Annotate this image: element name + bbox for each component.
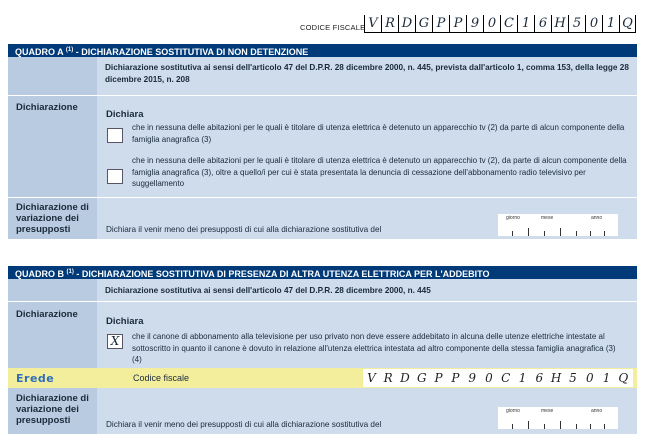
erede-codice-fiscale-field[interactable] (363, 369, 633, 387)
quadro-a-variazione-label: Dichiarazione di variazione dei presupposti (16, 202, 89, 235)
erede-cf-char: G (416, 371, 427, 385)
quadro-b-subtitle: - DICHIARAZIONE SOSTITUTIVA DI PRESENZA DI ALTRA UTENZA ELETTRICA PER L'ADDEBITO (73, 269, 490, 279)
erede-cf-char: 1 (602, 371, 611, 385)
erede-cf-char: H (550, 371, 562, 385)
erede-cf-char: Q (618, 371, 629, 385)
quadro-a-option1-checkbox[interactable] (107, 128, 123, 143)
quadro-a-dichiara-title: Dichiara (106, 109, 144, 120)
date-ticks (498, 230, 618, 236)
erede-cf-char: 6 (535, 371, 544, 385)
quadro-b-variazione-text: Dichiara il venir meno dei presupposti di cui alla dichiarazione sostitutiva del (106, 420, 382, 429)
codice-fiscale-field[interactable] (364, 14, 636, 33)
cf-char: 0 (483, 15, 500, 33)
erede-cf-char: C (501, 371, 511, 385)
codice-fiscale-header (300, 12, 640, 34)
cf-char: D (398, 15, 415, 33)
quadro-a-date-field[interactable] (498, 214, 618, 236)
quadro-a-option2-text: che in nessuna delle abitazioni per le quali è titolare di utenza elettrica è detenuto un apparecchio tv (2), da parte di alcun componente della famiglia anagrafica (3), oltre a quello/i per cui è stata presentata la denuncia di cessazione dell'abbonamento radio televisivo per suggellamento (132, 156, 627, 188)
quadro-a-note: (1) (65, 47, 74, 53)
divider (8, 197, 637, 198)
erede-label: Erede (16, 372, 55, 385)
cf-char: 0 (585, 15, 602, 33)
erede-cf-char: 0 (485, 371, 493, 385)
cf-char: G (415, 15, 432, 33)
divider (8, 301, 637, 302)
quadro-a-variazione-text: Dichiara il venir meno dei presupposti di cui alla dichiarazione sostitutiva del (106, 225, 382, 234)
date-ticks (498, 423, 618, 429)
quadro-b-option1-checkbox[interactable]: X (107, 334, 123, 349)
quadro-a-intro: Dichiarazione sostitutiva ai sensi dell'articolo 47 del D.P.R. 28 dicembre 2000, n. 445, prevista dall'articolo 1, comma 153, della legge 28 dicembre 2015, n. 208 (105, 63, 629, 84)
date-label-anno: anno (591, 215, 603, 221)
cf-char: P (432, 15, 449, 33)
quadro-b-intro: Dichiarazione sostitutiva ai sensi dell'articolo 47 del D.P.R. 28 dicembre 2000, n. 445 (105, 286, 431, 295)
divider (8, 95, 637, 96)
cf-char: R (381, 15, 398, 33)
date-label-mese: mese (541, 215, 554, 221)
quadro-a-header (8, 44, 637, 57)
cf-char: P (449, 15, 466, 33)
erede-cf-char: 1 (518, 371, 527, 385)
cf-char: H (551, 15, 568, 33)
cf-char: Q (619, 15, 636, 33)
erede-cf-char: 0 (585, 371, 594, 385)
quadro-a-option1-text: che in nessuna delle abitazioni per le quali è titolare di utenza elettrica è detenuto un apparecchio tv (2) da parte di alcun componente della famiglia anagrafica (3) (132, 123, 625, 144)
quadro-b-date-field[interactable] (498, 407, 618, 429)
quadro-b-dichiara-title: Dichiara (106, 316, 144, 327)
quadro-a-panel (8, 57, 637, 239)
date-label-anno: anno (591, 408, 603, 414)
erede-cf-char: D (400, 371, 410, 385)
cf-char: 9 (466, 15, 483, 33)
erede-cf-char: R (383, 371, 393, 385)
quadro-b-title: QUADRO B (15, 269, 64, 279)
erede-cf-char: 9 (468, 371, 476, 385)
erede-cf-char: V (367, 371, 376, 385)
quadro-b-header (8, 266, 637, 279)
cf-char: C (500, 15, 517, 33)
cf-char: 1 (602, 15, 619, 33)
date-label-mese: mese (541, 408, 554, 414)
quadro-a-dichiarazione-label: Dichiarazione (16, 102, 78, 113)
quadro-b-variazione-label: Dichiarazione di variazione dei presupposti (16, 393, 89, 426)
quadro-a-option2-checkbox[interactable] (107, 169, 123, 184)
erede-cf-label: Codice fiscale (133, 373, 190, 383)
quadro-b-option1-text: che il canone di abbonamento alla televisione per uso privato non deve essere addebitato in alcuna delle utenze elettriche intestate al sottoscritto in quanto il canone è dovuto in relazione all'utenza elettrica intestata ad altro componente della stessa famiglia anagrafica (3) (4) (132, 332, 616, 364)
cf-char: V (364, 15, 381, 33)
quadro-a-title: QUADRO A (15, 47, 64, 57)
erede-row (8, 368, 637, 388)
erede-cf-char: P (434, 371, 443, 385)
date-label-giorno: giorno (506, 215, 520, 221)
cf-char: 5 (568, 15, 585, 33)
date-label-giorno: giorno (506, 408, 520, 414)
erede-cf-char: 5 (569, 371, 577, 385)
quadro-b-panel-top (8, 279, 637, 368)
quadro-b-dichiarazione-label: Dichiarazione (16, 309, 78, 320)
quadro-b-panel-bottom (8, 388, 637, 434)
cf-char: 1 (517, 15, 534, 33)
codice-fiscale-label: CODICE FISCALE (300, 23, 366, 32)
cf-char: 6 (534, 15, 551, 33)
erede-cf-char: P (451, 371, 460, 385)
quadro-a-subtitle: - DICHIARAZIONE SOSTITUTIVA DI NON DETENZIONE (73, 47, 309, 57)
quadro-b-note: (1) (66, 269, 74, 275)
